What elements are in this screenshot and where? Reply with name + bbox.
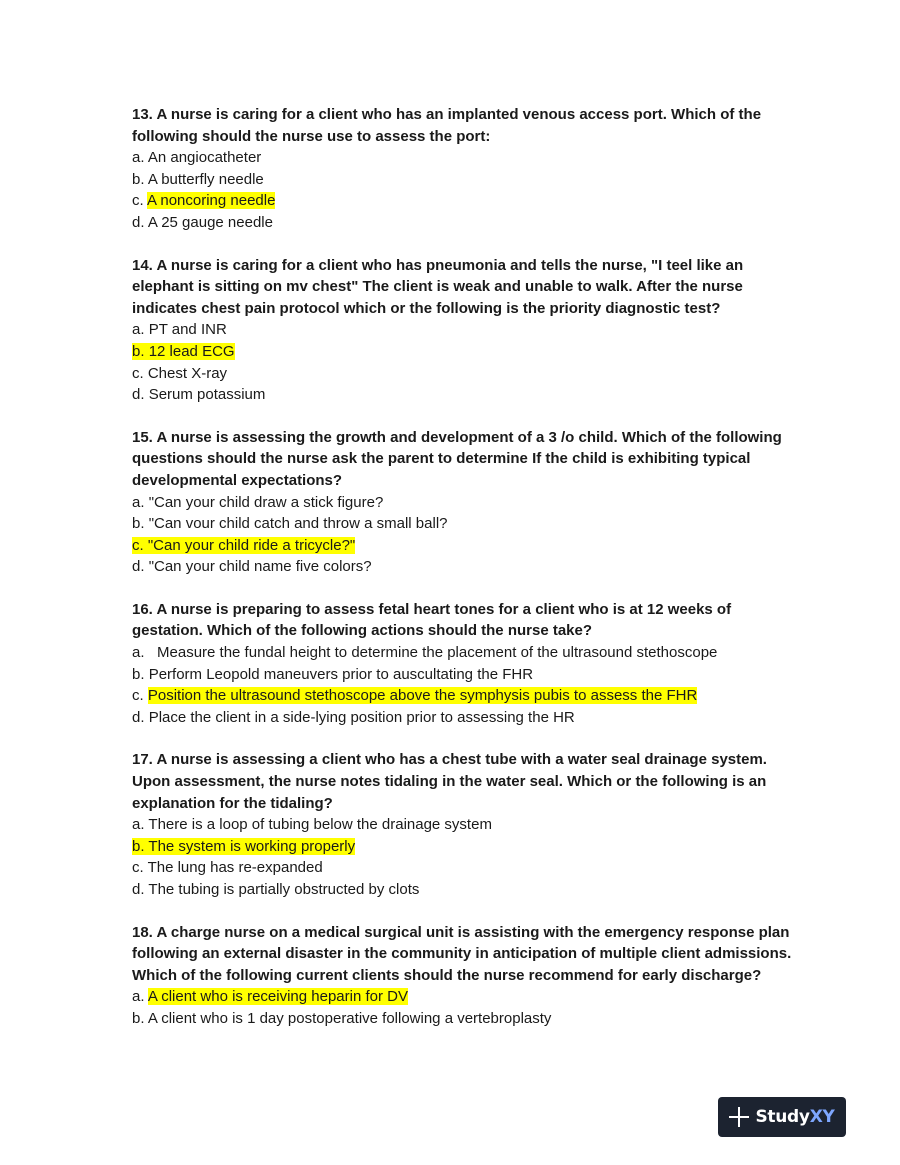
option-text: Serum potassium: [148, 386, 266, 404]
option-prefix: c.: [132, 364, 148, 382]
question-14: [132, 255, 792, 406]
option-c: [132, 190, 792, 212]
option-text: Chest X-ray: [147, 364, 228, 382]
option-prefix: c.: [132, 687, 148, 705]
option-a: [132, 319, 792, 341]
question-text: 14. A nurse is caring for a client who has pneumonia and tells the nurse, "I teel like an elephant is sitting on mv chest" The client is weak and unable to walk. After the nurse indicates chest pain protocol which or the following is the priority diagnostic test?: [132, 256, 744, 317]
option-prefix: a.: [132, 816, 149, 834]
question-15: [132, 427, 792, 578]
logo-text: [755, 1107, 834, 1127]
highlighted-answer: A client who is receiving heparin for DV: [147, 988, 408, 1006]
option-prefix: c.: [132, 192, 148, 210]
question-17: [132, 749, 792, 900]
highlighted-answer: [132, 343, 235, 360]
option-d: [132, 384, 792, 406]
option-text: An angiocatheter: [147, 149, 262, 167]
option-prefix: a.: [132, 644, 158, 662]
question-text: 15. A nurse is assessing the growth and development of a 3 /o child. Which of the following questions should the nurse ask the parent to determine If the child is exhibiting typical developmental expectations?: [132, 428, 782, 489]
option-text: 12 lead ECG: [148, 342, 235, 360]
option-c: [132, 535, 792, 557]
option-text: PT and INR: [148, 321, 227, 339]
option-c: [132, 685, 792, 707]
plus-icon: [729, 1107, 749, 1127]
question-text: 13. A nurse is caring for a client who has an implanted venous access port. Which of the following should the nurse use to assess the port:: [132, 106, 762, 145]
highlighted-answer: [132, 537, 355, 554]
option-prefix: d.: [132, 213, 148, 231]
option-b: [132, 341, 792, 363]
option-d: [132, 556, 792, 578]
highlighted-answer: A noncoring needle: [147, 192, 276, 210]
option-a: [132, 642, 792, 664]
option-b: [132, 1008, 792, 1030]
question-text: 17. A nurse is assessing a client who has a chest tube with a water seal drainage system. Upon assessment, the nurse notes tidaling in the water seal. Which or the following is an explanation for the tidaling?: [132, 751, 767, 812]
option-text: "Can your child name five colors?: [148, 558, 372, 576]
option-text: There is a loop of tubing below the drainage system: [148, 816, 492, 834]
option-text: The system is working properly: [148, 837, 356, 855]
option-prefix: b.: [132, 1009, 148, 1027]
option-b: [132, 664, 792, 686]
option-a: [132, 986, 792, 1008]
option-text: "Can your child ride a tricycle?": [147, 536, 356, 554]
option-text: "Can your child draw a stick figure?: [148, 493, 384, 511]
option-prefix: d.: [132, 881, 149, 898]
option-text: A butterfly needle: [147, 170, 264, 188]
question-text: 16. A nurse is preparing to assess fetal heart tones for a client who is at 12 weeks of gestation. Which of the following actions should the nurse take?: [132, 600, 732, 640]
option-prefix: c.: [132, 536, 148, 554]
studyxy-logo: [718, 1097, 846, 1137]
option-text: A 25 gauge needle: [147, 213, 273, 231]
option-text: Measure the fundal height to determine the placement of the ultrasound stethoscope: [157, 644, 718, 662]
option-prefix: b.: [132, 665, 149, 683]
option-text: The lung has re-expanded: [147, 859, 323, 877]
option-text: A client who is 1 day postoperative following a vertebroplasty: [147, 1009, 552, 1027]
option-prefix: b.: [132, 342, 149, 360]
logo-text-main: Study: [755, 1107, 810, 1127]
option-c: [132, 363, 792, 385]
option-text: "Can vour child catch and throw a small ball?: [148, 515, 448, 533]
option-text: Perform Leopold maneuvers prior to auscultating the FHR: [148, 665, 534, 683]
option-prefix: a.: [132, 149, 148, 167]
option-prefix: b.: [132, 515, 149, 533]
logo-text-accent: XY: [809, 1107, 835, 1127]
question-18: [132, 922, 792, 1030]
option-b: [132, 836, 792, 858]
option-d: [132, 879, 792, 901]
option-text: Place the client in a side-lying position prior to assessing the HR: [148, 708, 575, 726]
option-prefix: a.: [132, 321, 149, 339]
option-prefix: d.: [132, 558, 149, 576]
option-a: [132, 147, 792, 169]
option-b: [132, 169, 792, 191]
option-prefix: d.: [132, 708, 149, 726]
option-prefix: a.: [132, 493, 149, 511]
question-16: [132, 599, 792, 729]
question-13: [132, 104, 792, 234]
option-d: [132, 707, 792, 729]
highlighted-answer: [132, 838, 355, 855]
option-prefix: b.: [132, 837, 149, 855]
option-prefix: d.: [132, 386, 149, 404]
question-text: 18. A charge nurse on a medical surgical unit is assisting with the emergency response plan following an external disaster in the community in anticipation of multiple client admissions. Which of the following current clients should the nurse recommend for early discharge?: [132, 923, 792, 984]
highlighted-answer: Position the ultrasound stethoscope above the symphysis pubis to assess the FHR: [147, 687, 698, 705]
option-a: [132, 814, 792, 836]
option-prefix: a.: [132, 988, 148, 1006]
option-text: The tubing is partially obstructed by clots: [148, 881, 420, 898]
option-prefix: b.: [132, 170, 148, 188]
option-prefix: c.: [132, 859, 148, 877]
document-body: [132, 104, 792, 1051]
option-a: [132, 492, 792, 514]
option-d: [132, 212, 792, 234]
option-c: [132, 857, 792, 879]
option-b: [132, 513, 792, 535]
